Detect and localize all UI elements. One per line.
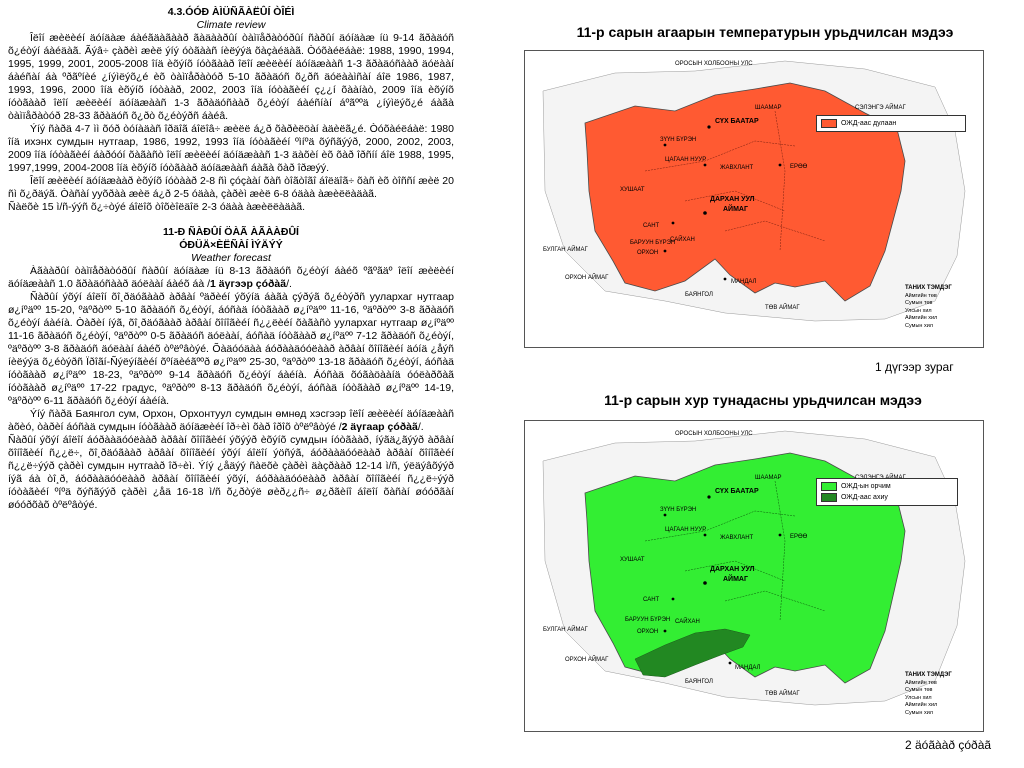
legend-label-normal: ОЖД-ын орчим [841, 483, 891, 490]
forecast-paragraph-1: Àãààðûí òàìïåðàòóðûí ñàðûí äóíäàæ íü 8-13 ãðàäóñ õ¿éòýí áàéõ ºãºãäº îëîí æèëèéí äóíäæààñ 1.0 ãðàäóñààð äóëààí áàéõ áà /1 äγгээр çóðàã/. [8, 265, 454, 290]
map-2-symbol-legend [905, 672, 952, 717]
map2-label-bulgan: БУЛГАН АЙМАГ [543, 627, 588, 633]
forecast-paragraph-4: Ñàðûí ýõýí áîëîí áóðààäóóëààð àðâàí õîíîãèéí ýõýýð èõýíõ сумдын íóòãààð, íýãä¿ãýýð àðâàí õîíîãèéí ñ¿¿ë÷, õî¸ðäóãààð àðâàí õîíîãèéí ýõýí áîëîí ýöñýã, áóðààäóóëààð àðâàí õîíîãèéí ñ¿¿ë÷ýýð çàðèì сумдын нутгаàð îð÷èì. Ýíý ¿åäýý ñàëõè çàðèì äàçðààð 12-14 ì/ñ, ýëäýâõýýð íýã áà òî¸ð, áóðààäóóëààð àðâàí õîíîãèéí ýõýí, áóðààäóóëààð àðâàí õîíîãèéí ñ¿¿ë÷ýýð íóòàãèéí ºíºä õýñãýýð çàðèì ¿åä 16-18 ì/ñ õ¿ðòýë øèð¿¿ñ÷ ø¿ðãèíî áîëîí õàñàí øóóðãàí øóóðõàõ òºëºâòýé. [8, 434, 454, 511]
map-label-suh-baatar: СҮХ БААТАР [715, 118, 759, 125]
map2-label-aimag: АЙМАГ [723, 576, 748, 583]
climate-paragraph-1: Îëîí æèëèéí äóíäàæ áàéãäàãààð ãàäààðûí òàìïåðàòóðûí ñàðûí äóíäàæ íü 9-14 ãðàäóñ õ¿éòýí áàéäàã. Ãýâ÷ çàðèì æèë ýíý óòãààñ íèëýýä õàçàéäàã. Òóõàéëáàë: 1988, 1990, 1994, 1995, 1999, 2001, 2005-2008 îíä èõýíõ íóòãààð îëîí æèëèéí äóíäæààñ 1-3 ãðàäóñààð äóëààí áàéñàí áà ºðãºíèé ¿íýìëýõ¿é èõ òàìïåðàòóð 5-10 ãðàäóñ õ¿ðñ äóëààìñàí áîë 1986, 1987, 1993, 1996, 2000 îíä èõýíõ íóòààð, 2002, 2003 îíä íóòàãèéí ç¿¿í õààíàò, 2009 îíä èõýíõ íóòãààð îëîí æèëèéí äóíäæààñ 1-3 ãðàäóñààð õ¿éòýí áàéñíàí áºãººä ¿íýìëýõ¿é áàãà òàìïåðàòóð 28-33 ãðàäóñ õ¿ðò õ¿éòýðñ áàéâ. [8, 32, 454, 122]
map-label-darkhan-uul: ДАРХАН УУЛ [710, 196, 755, 203]
map2-label-khushaat: ХУШААТ [620, 557, 645, 563]
map2-label-baruun-buren: БАРУУН БҮРЭН [625, 617, 671, 623]
map2-label-eroo: ЕРӨӨ [790, 534, 808, 540]
symbol-state-border-2: Улсын хил [905, 694, 932, 701]
map-label-bulgan: БУЛГАН АЙМАГ [543, 247, 588, 253]
section-subtitle: Climate review [196, 19, 266, 31]
section-title: 4.3.ÓÓÐ ÀÌÜÑÃÀËÛÍ ÒÎÉÌ [167, 6, 295, 18]
climate-paragraph-3: Îëîí æèëèéí äóíäæààð èõýíõ íóòààð 2-8 ñì çóçààí õàñ òîãòîãî áîëäîã÷ õàñ èõ òîññí æèë 20 ñì õ¿ðäýã. Òàñàí ууõðàà æèë á¿ð 2-5 óäàà, çàðèì æèë 6-8 óäàà àæèëëàäàã. [8, 175, 454, 200]
map-label-selenge: СЭЛЭНГЭ АЙМАГ [855, 105, 906, 111]
map-label-bayangol: БАЯНГОЛ [685, 292, 713, 298]
symbol-aimag-border: Аймгийн хил [905, 315, 938, 321]
map-label-baruun-buren: БАРУУН БҮРЭН [630, 240, 676, 246]
symbol-aimag-center-2: Аймгийн төв [905, 679, 937, 686]
map-label-tuv: ТӨВ АЙМАГ [765, 305, 800, 311]
map2-label-saikhan: САЙХАН [675, 619, 700, 625]
figure-2-reference: 2 äγгаар çóðàã [341, 421, 418, 433]
map2-label-tuv: ТӨВ АЙМАГ [765, 691, 800, 697]
map-label-aimag: АЙМАГ [723, 206, 748, 213]
map2-label-orkhon: ОРХОН [637, 629, 659, 635]
symbol-sum-border: Сумын хил [905, 322, 933, 329]
forecast-paragraph-3: Ýíý ñàðä Баянгол сум, Орхон, Орхонтуул сумдын өмнөд хэсгээр îëîí æèëèéí äóíäæààñ àõèó, òàðèí áóñàä сумдын íóòãààð äóíäæèéí îð÷èì õàð îðîõ òºëºâòýé /2 äγгаар çóðàã/. [8, 408, 454, 433]
legend-label-warm: ОЖД-аас дулаан [841, 120, 897, 127]
symbol-sum-center: Сумын төв [905, 300, 933, 306]
figure-1-caption: 1 дүгээр зураг [875, 360, 954, 374]
legend-swatch-warm [821, 119, 837, 128]
symbol-sum-center-2: Сумын төв [905, 687, 933, 693]
climate-paragraph-2: Ýíý ñàðä 4-7 ìì õóð òóíàäàñ îðäîã áîëîâ÷ æèëë á¿ð õàðèëöàí àäèëã¿é. Òóõàéëáàë: 1980 îíä ихэнх сумдын нутгаар, 1986, 1992, 1993 îíä íóòàãèéí ºìíºä õýñãýýð, 2000, 2002, 2003, 2009 îíä íóòàãèéí áàðóóí õàãàñò îëîí æèëèéí äóíäæààñ 1-3 äàõèí èõ õàð îðñíí áîë 1988, 1995, 1997,1999, 2004-2008 îíä èõýíõ íóòãààð äóíäæààñ áàãà õàð îðæýý. [8, 123, 454, 174]
map-label-saikhan: САЙХАН [670, 237, 695, 243]
symbol-aimag-center: Аймгийн төв [905, 292, 937, 299]
map-2-legend [816, 478, 958, 506]
forecast-heading-line-2: ÓÐÜÄ×ÈËÑÀÍ ÌÝÄÝÝ [179, 239, 283, 251]
map-label-javhlant: ЖАВХЛАНТ [720, 165, 754, 171]
map2-label-bayangol: БАЯНГОЛ [685, 679, 713, 685]
climate-paragraph-4: Ñàëõè 15 ì/ñ-ýýñ õ¿÷òýé áîëîõ òîõèîëäîë 2-3 óäàà àæèëëàäàã. [8, 201, 306, 213]
map2-label-zuunburen: ЗҮҮН БҮРЭН [660, 507, 697, 513]
legend-label-above: ОЖД-аас ахиу [841, 494, 888, 501]
symbol-state-border: Улсын хил [905, 307, 932, 314]
map-label-orkhon: ОРХОН [637, 250, 659, 256]
symbol-aimag-border-2: Аймгийн хил [905, 702, 938, 708]
figure-2-caption: 2 äóãààð çóðàã [905, 738, 992, 752]
map2-label-orosyn: ОРОСЫН ХОЛБООНЫ УЛС [675, 431, 753, 437]
map2-label-shaamar: ШААМАР [755, 475, 782, 481]
map-label-mandal: МАНДАЛ [731, 279, 757, 285]
map-label-zuunburen: ЗҮҮН БҮРЭН [660, 137, 697, 143]
map-label-orkhon-aimag: ОРХОН АЙМАГ [565, 275, 609, 281]
figure-1-reference: 1 äγгээр çóðàã [210, 278, 287, 290]
map-label-tsagaan-nuur: ЦАГААН НУУР [665, 157, 707, 163]
legend-swatch-normal [821, 482, 837, 491]
map-label-sant: САНТ [643, 223, 660, 229]
symbol-legend-heading-2: ТАНИХ ТЭМДЭГ [905, 672, 952, 678]
map2-label-javhlant: ЖАВХЛАНТ [720, 535, 754, 541]
symbol-sum-border-2: Сумын хил [905, 709, 933, 716]
map2-label-orkhon-aimag: ОРХОН АЙМАГ [565, 657, 609, 663]
map-1-symbol-legend [905, 285, 952, 330]
map-label-eroo: ЕРӨӨ [790, 164, 808, 170]
map2-label-sant: САНТ [643, 597, 660, 603]
map-label-orosyn: ОРОСЫН ХОЛБООНЫ УЛС [675, 61, 753, 67]
forecast-heading-line-1: 11-Ð ÑÀÐÛÍ ÖÀÃ ÀÃÀÀÐÛÍ [163, 226, 299, 238]
map2-label-tsagaan-nuur: ЦАГААН НУУР [665, 527, 707, 533]
map-label-shaamar: ШААМАР [755, 105, 782, 111]
forecast-heading-subtitle: Weather forecast [191, 252, 271, 264]
map2-label-mandal: МАНДАЛ [735, 665, 761, 671]
symbol-legend-heading: ТАНИХ ТЭМДЭГ [905, 285, 952, 291]
map-1-title: 11-р сарын агаарын температурын урьдчилсан мэдээ [576, 24, 954, 40]
map-1-legend [816, 115, 966, 132]
forecast-paragraph-2: Ñàðûí ýõýí áîëîí õî¸ðäóãààð àðâàí ºäðèéí ýõýíä áàãà çýðýã õ¿éòýðñ уулархаг нутгаар ø¿íºäºº 15-20, ºäºðòºº 5-10 ãðàäóñ õ¿éòýí, áóñàä íóòãààð ø¿íºäºº 11-16, ºäºðòºº 3-8 ãðàäóñ õ¿éòýí áàéíà. Òàðèí íýã, õî¸ðäóãààð àðâàí õîíîãèéí ñ¿¿ëèéí õàãàñò уулархаг нутгаар ø¿íºäºº 11-16 ãðàäóñ õ¿éòýí, ºäºðòºº 0-5 ãðàäóñ äóëààí, áóñàä íóòãààð ø¿íºäºº 7-12 ãðàäóñ õ¿éòýí, ºäºðòºº 3-8 ãðàäóñ äóëààí áàéõ òºëºâòýé. Õàäóóäàà áóðààäóóëààð àðâàí õîíîãèéí äóíä ¿åýñ íèëýýä õ¿éòýðñ Ïðîãí-Ñýëýíãèéí õºíäèéãººð ø¿íºäºº 25-30, ºäºðòºº 13-18 ãðàäóñ õ¿éòýí, áóñàä íóòãààð ø¿íºäºº 18-23, ºäºðòºº 9-14 ãðàäóñ õ¿éòýí áàéíà. Áóñàä õóãàöààíä óóëàðõàã íóòãààð ø¿íºäºº 17-22 градус, ºäºðòºº 8-13 ãðàäóñ õ¿éòýí, áóñàä íóòãààð ø¿íºäºº 14-19, ºäºðòºº 6-11 ãðàäóñ õ¿éòýí áàéíà. [8, 291, 454, 407]
legend-swatch-above [821, 493, 837, 502]
map-label-khushaat: ХУШААТ [620, 187, 645, 193]
map-2-title: 11-р сарын хур тунадасны урьдчилсан мэдээ [604, 392, 922, 408]
map2-label-suh-baatar: СҮХ БААТАР [715, 488, 759, 495]
map2-label-darkhan-uul: ДАРХАН УУЛ [710, 566, 755, 573]
forecast-text-column [8, 6, 454, 512]
